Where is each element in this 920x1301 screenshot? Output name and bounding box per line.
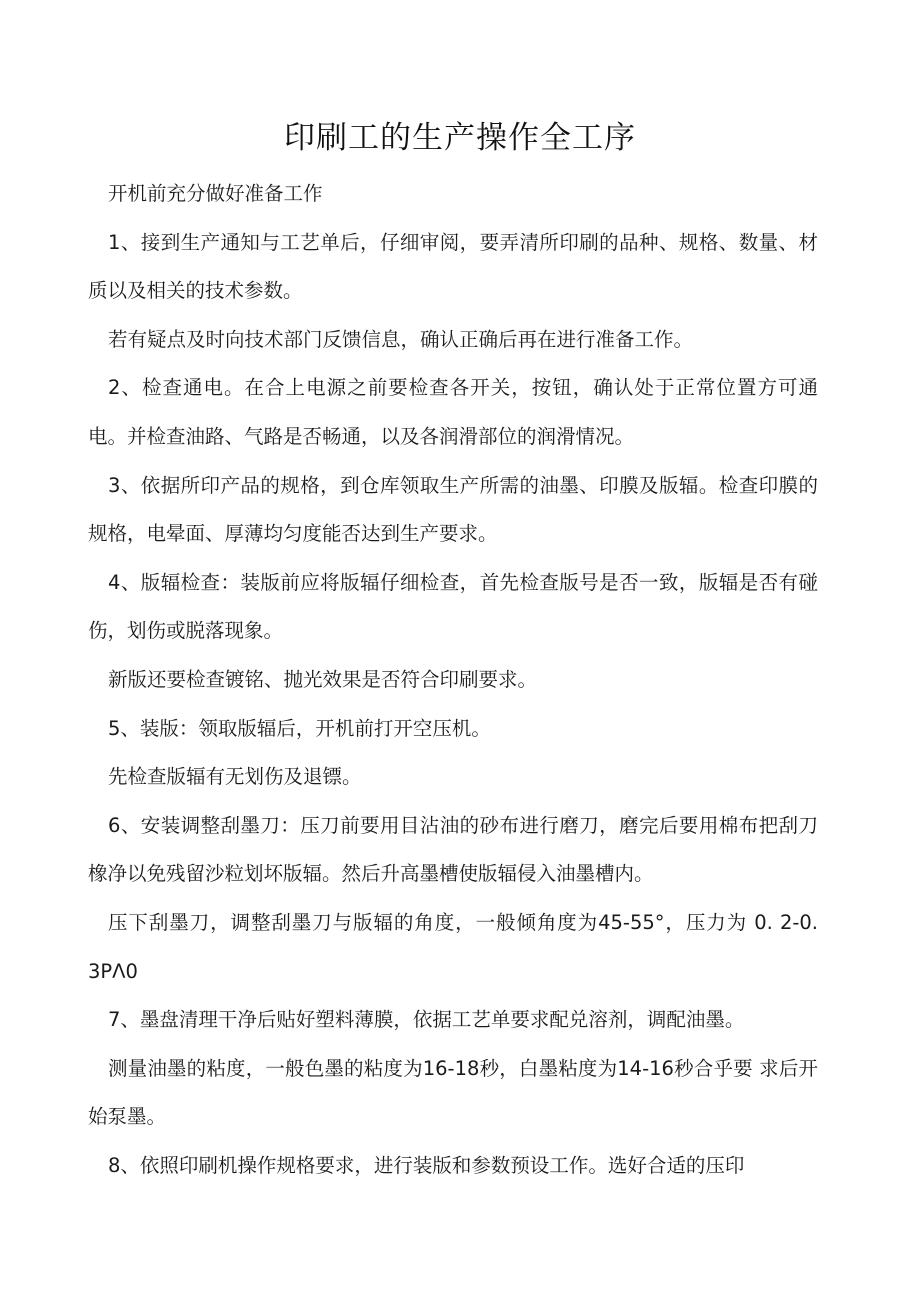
paragraph: 压下刮墨刀，调整刮墨刀与版辐的角度，一般倾角度为45-55°，压力为 0. 2-0. 3PΛ0 [88, 910, 818, 983]
paragraph: 1、接到生产通知与工艺单后，仔细审阅，要弄清所印刷的品种、规格、数量、材质以及相关的技术参数。 [88, 230, 818, 303]
paragraph: 2、检查通电。在合上电源之前要检查各开关，按钮，确认处于正常位置方可通电。并检查油路、气路是否畅通，以及各润滑部位的润滑情况。 [88, 376, 818, 448]
document-body [88, 170, 818, 1190]
paragraph: 6、安装调整刮墨刀：压刀前要用目沾油的砂布进行磨刀，磨完后要用棉布把刮刀橡净以免残留沙粒划坏版辐。然后升高墨槽使版辐侵入油墨槽内。 [88, 813, 818, 886]
paragraph: 开机前充分做好准备工作 [108, 182, 323, 205]
paragraph: 先检查版辐有无划伤及退镖。 [108, 765, 362, 789]
paragraph: 4、版辐检查：装版前应将版辐仔细检查，首先检查版号是否一致，版辐是否有碰伤，划伤或脱落现象。 [88, 570, 818, 643]
paragraph: 测量油墨的粘度，一般色墨的粘度为16-18秒，白墨粘度为14-16秒合乎要 求后开始泵墨。 [88, 1056, 818, 1129]
paragraph: 3、依据所印产品的规格，到仓库领取生产所需的油墨、印膜及版辐。检查印膜的规格，电晕面、厚薄均匀度能否达到生产要求。 [88, 473, 818, 546]
paragraph: 8、依照印刷机操作规格要求，进行装版和参数预设工作。选好合适的压印 [108, 1153, 745, 1177]
paragraph: 若有疑点及时向技术部门反馈信息，确认正确后再在进行准备工作。 [108, 327, 694, 351]
paragraph: 新版还要检查镀铭、抛光效果是否符合印刷要求。 [108, 667, 538, 691]
paragraph: 7、墨盘清理干净后贴好塑料薄膜，依据工艺单要求配兑溶剂，调配油墨。 [108, 1008, 745, 1032]
document-title: 印刷工的生产操作全工序 [284, 120, 636, 156]
paragraph: 5、装版：领取版辐后，开机前打开空压机。 [108, 716, 491, 740]
